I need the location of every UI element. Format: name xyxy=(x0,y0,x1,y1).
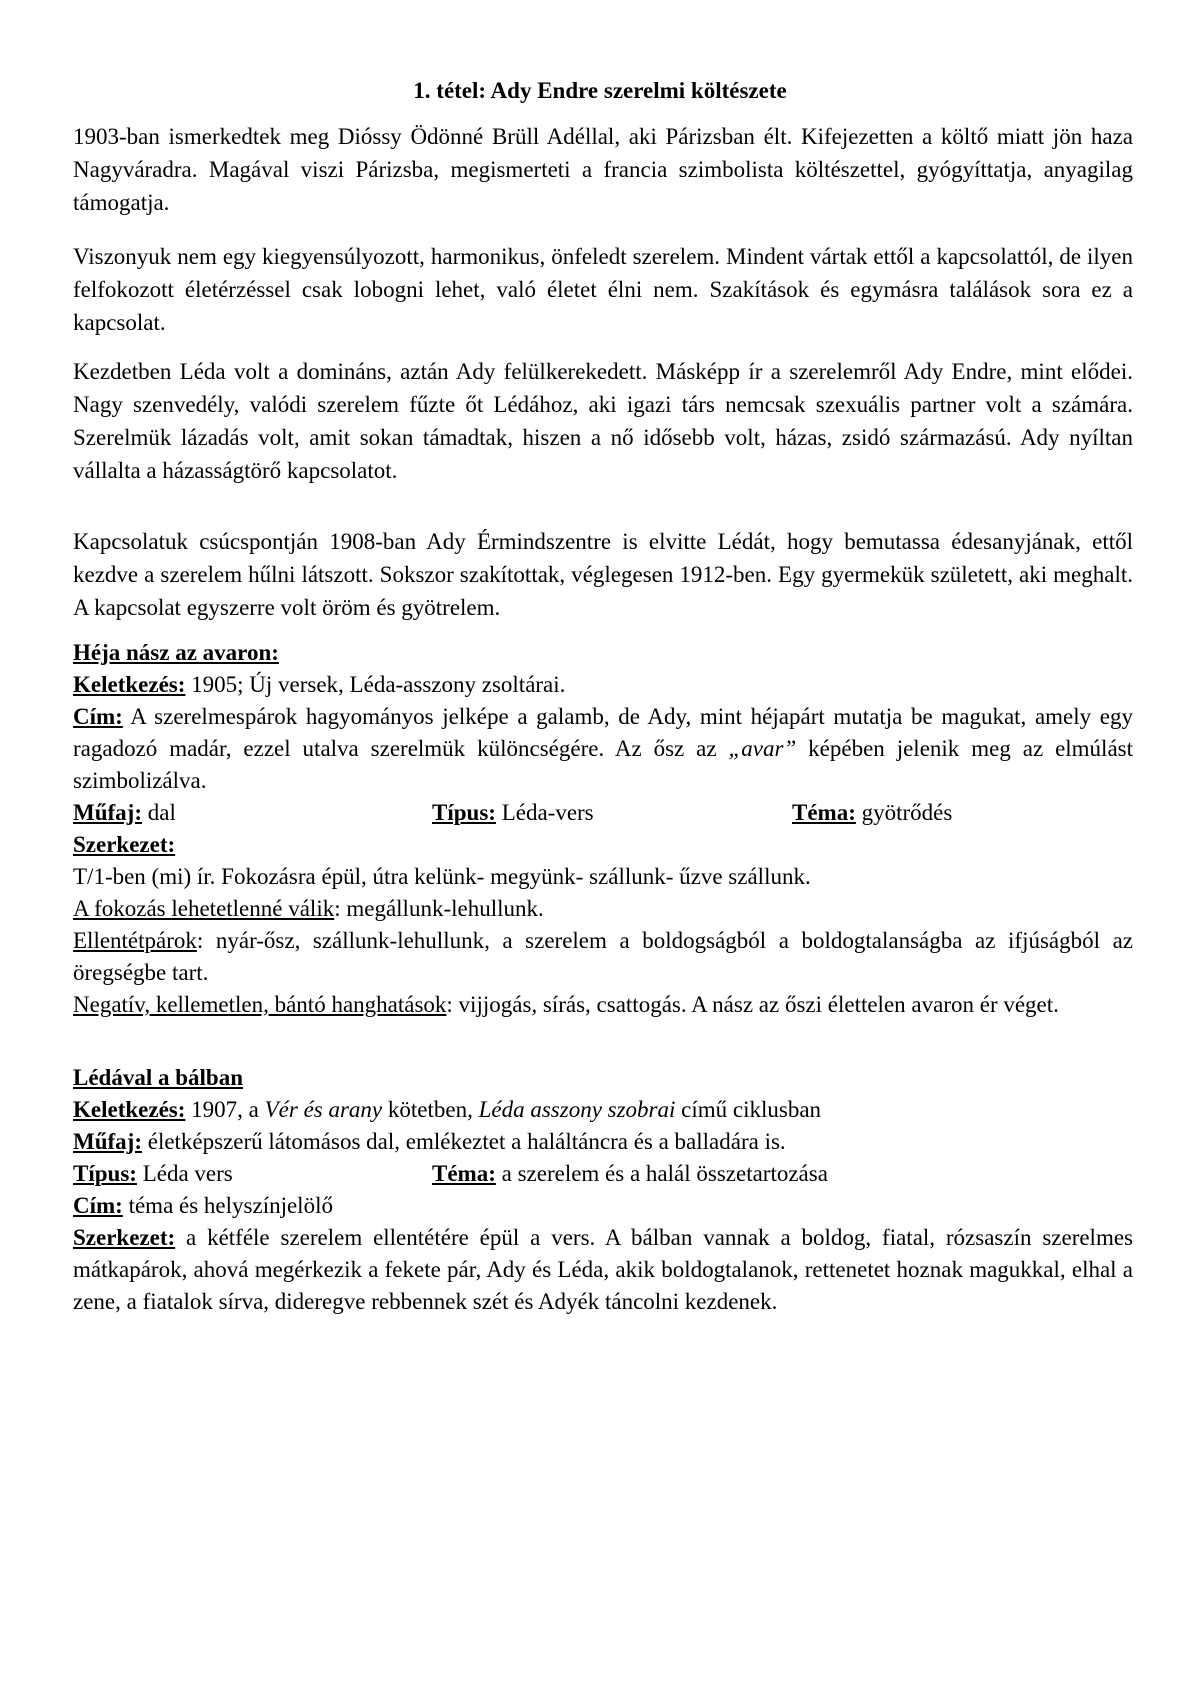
poem1-mufaj-text: dal xyxy=(141,800,176,825)
poem1-fokozas-text: : megállunk-lehullunk. xyxy=(334,896,544,921)
poem2-szerkezet xyxy=(73,1222,1133,1318)
poem1-fokozas xyxy=(73,893,1133,925)
poem2-keletkezes-text3: című ciklusban xyxy=(675,1097,822,1122)
poem1-tipus xyxy=(432,797,594,829)
poem1-negativ-text: : vijjogás, sírás, csattogás. A nász az őszi élettelen avaron ér véget. xyxy=(446,992,1059,1017)
poem2-szerkezet-label: Szerkezet: xyxy=(73,1225,176,1250)
poem2-mufaj-text: életképszerű látomásos dal, emlékeztet a haláltáncra és a balladára is. xyxy=(141,1129,786,1154)
poem1-negativ xyxy=(73,989,1133,1021)
poem1-mufaj xyxy=(73,800,176,825)
page-title: 1. tétel: Ady Endre szerelmi költészete xyxy=(413,78,787,103)
poem2-tipus xyxy=(73,1161,233,1186)
poem1-tipus-text: Léda-vers xyxy=(495,800,594,825)
poem2-cim xyxy=(73,1190,1133,1222)
poem2-cim-label: Cím: xyxy=(73,1193,123,1218)
poem2-tema-label: Téma: xyxy=(432,1161,496,1186)
poem1-tema-label: Téma: xyxy=(792,800,856,825)
intro-paragraph-4: Kapcsolatuk csúcspontján 1908-ban Ady Érmindszentre is elvitte Lédát, hogy bemutassa édesanyjának, ettől kezdve a szerelem hűlni látszott. Sokszor szakítottak, véglegesen 1912-ben. Egy gyermekük született, aki meghalt. A kapcsolat egyszerre volt öröm és gyötrelem. xyxy=(73,529,1133,620)
poem1-heading: Héja nász az avaron: xyxy=(73,640,279,665)
poem1-cim-label: Cím: xyxy=(73,704,123,729)
poem1-classification-row xyxy=(73,797,1133,829)
poem1-tema xyxy=(792,797,952,829)
poem1-ellentet xyxy=(73,925,1133,989)
poem2-cim-text: téma és helyszínjelölő xyxy=(122,1193,333,1218)
intro-paragraph-1: 1903-ban ismerkedtek meg Dióssy Ödönné Brüll Adéllal, aki Párizsban élt. Kifejezetten a költő miatt jön haza Nagyváradra. Magával viszi Párizsba, megismerteti a francia szimbolista költészettel, gyógyíttatja, anyagilag támogatja. xyxy=(73,124,1133,215)
poem1-keletkezes xyxy=(73,669,1133,701)
poem1-szerkezet-label: Szerkezet: xyxy=(73,832,176,857)
intro-paragraph-3: Kezdetben Léda volt a domináns, aztán Ady felülkerekedett. Másképp ír a szerelemről Ady Endre, mint elődei. Nagy szenvedély, valódi szerelem fűzte őt Lédához, aki igazi társ nemcsak szexuális partner volt a számára. Szerelmük lázadás volt, amit sokan támadtak, hiszen a nő idősebb volt, házas, zsidó származású. Ady nyíltan vállalta a házasságtörő kapcsolatot. xyxy=(73,359,1133,483)
poem1-cim-italic: „avar” xyxy=(728,736,797,761)
poem1-ellentet-text: : nyár-ősz, szállunk-lehullunk, a szerelem a boldogságból a boldogtalanságba az ifjúságból az öregségbe tart. xyxy=(73,928,1133,985)
poem1-szerkezet-line1: T/1-ben (mi) ír. Fokozásra épül, útra kelünk- megyünk- szállunk- űzve szállunk. xyxy=(73,864,811,889)
poem2-tipus-label: Típus: xyxy=(73,1161,137,1186)
poem1-negativ-label: Negatív, kellemetlen, bántó hanghatások xyxy=(73,992,447,1017)
poem1-mufaj-label: Műfaj: xyxy=(73,800,142,825)
poem2-keletkezes-italic2: Léda asszony szobrai xyxy=(478,1097,676,1122)
poem1-keletkezes-label: Keletkezés: xyxy=(73,672,186,697)
poem2-keletkezes-text1: 1907, a xyxy=(185,1097,265,1122)
poem2-heading: Lédával a bálban xyxy=(73,1065,243,1090)
poem1-fokozas-label: A fokozás lehetetlenné válik xyxy=(73,896,335,921)
poem2-keletkezes xyxy=(73,1094,1133,1126)
poem1-tipus-label: Típus: xyxy=(432,800,496,825)
poem2-keletkezes-text2: kötetben, xyxy=(382,1097,479,1122)
poem2-tema-text: a szerelem és a halál összetartozása xyxy=(495,1161,828,1186)
poem1-keletkezes-text: 1905; Új versek, Léda-asszony zsoltárai. xyxy=(185,672,566,697)
poem2-classification-row xyxy=(73,1158,1133,1190)
poem1-cim-text: A szerelmespárok hagyományos jelképe a galamb, de Ady, mint héjapárt mutatja be magukat, amely egy ragadozó madár, ezzel utalva szerelmük különcségére. Az ősz az xyxy=(73,704,1133,761)
poem2-tipus-text: Léda vers xyxy=(136,1161,233,1186)
poem2-szerkezet-text: a kétféle szerelem ellentétére épül a vers. A bálban vannak a boldog, fiatal, rózsaszín szerelmes mátkapárok, ahová megérkezik a fekete pár, Ady és Léda, akik boldogtalanok, rettenetet hoznak magukkal, elhal a zene, a fiatalok sírva, dideregve rebbennek szét és Adyék táncolni kezdenek. xyxy=(73,1225,1133,1314)
poem1-cim xyxy=(73,701,1133,797)
poem2-mufaj-label: Műfaj: xyxy=(73,1129,142,1154)
poem2-keletkezes-italic1: Vér és arany xyxy=(264,1097,383,1122)
poem2-keletkezes-label: Keletkezés: xyxy=(73,1097,186,1122)
poem2-tema xyxy=(432,1158,828,1190)
poem2-mufaj xyxy=(73,1126,1133,1158)
intro-paragraph-2: Viszonyuk nem egy kiegyensúlyozott, harmonikus, önfeledt szerelem. Mindent vártak ettől a kapcsolattól, de ilyen felfokozott életérzéssel csak lobogni lehet, való életet élni nem. Szakítások és egymásra találások sora ez a kapcsolat. xyxy=(73,244,1133,335)
poem1-tema-text: gyötrődés xyxy=(855,800,953,825)
poem1-cim-text2: képében jelenik meg az elmúlást szimbolizálva. xyxy=(73,736,1133,793)
poem1-ellentet-label: Ellentétpárok xyxy=(73,928,197,953)
